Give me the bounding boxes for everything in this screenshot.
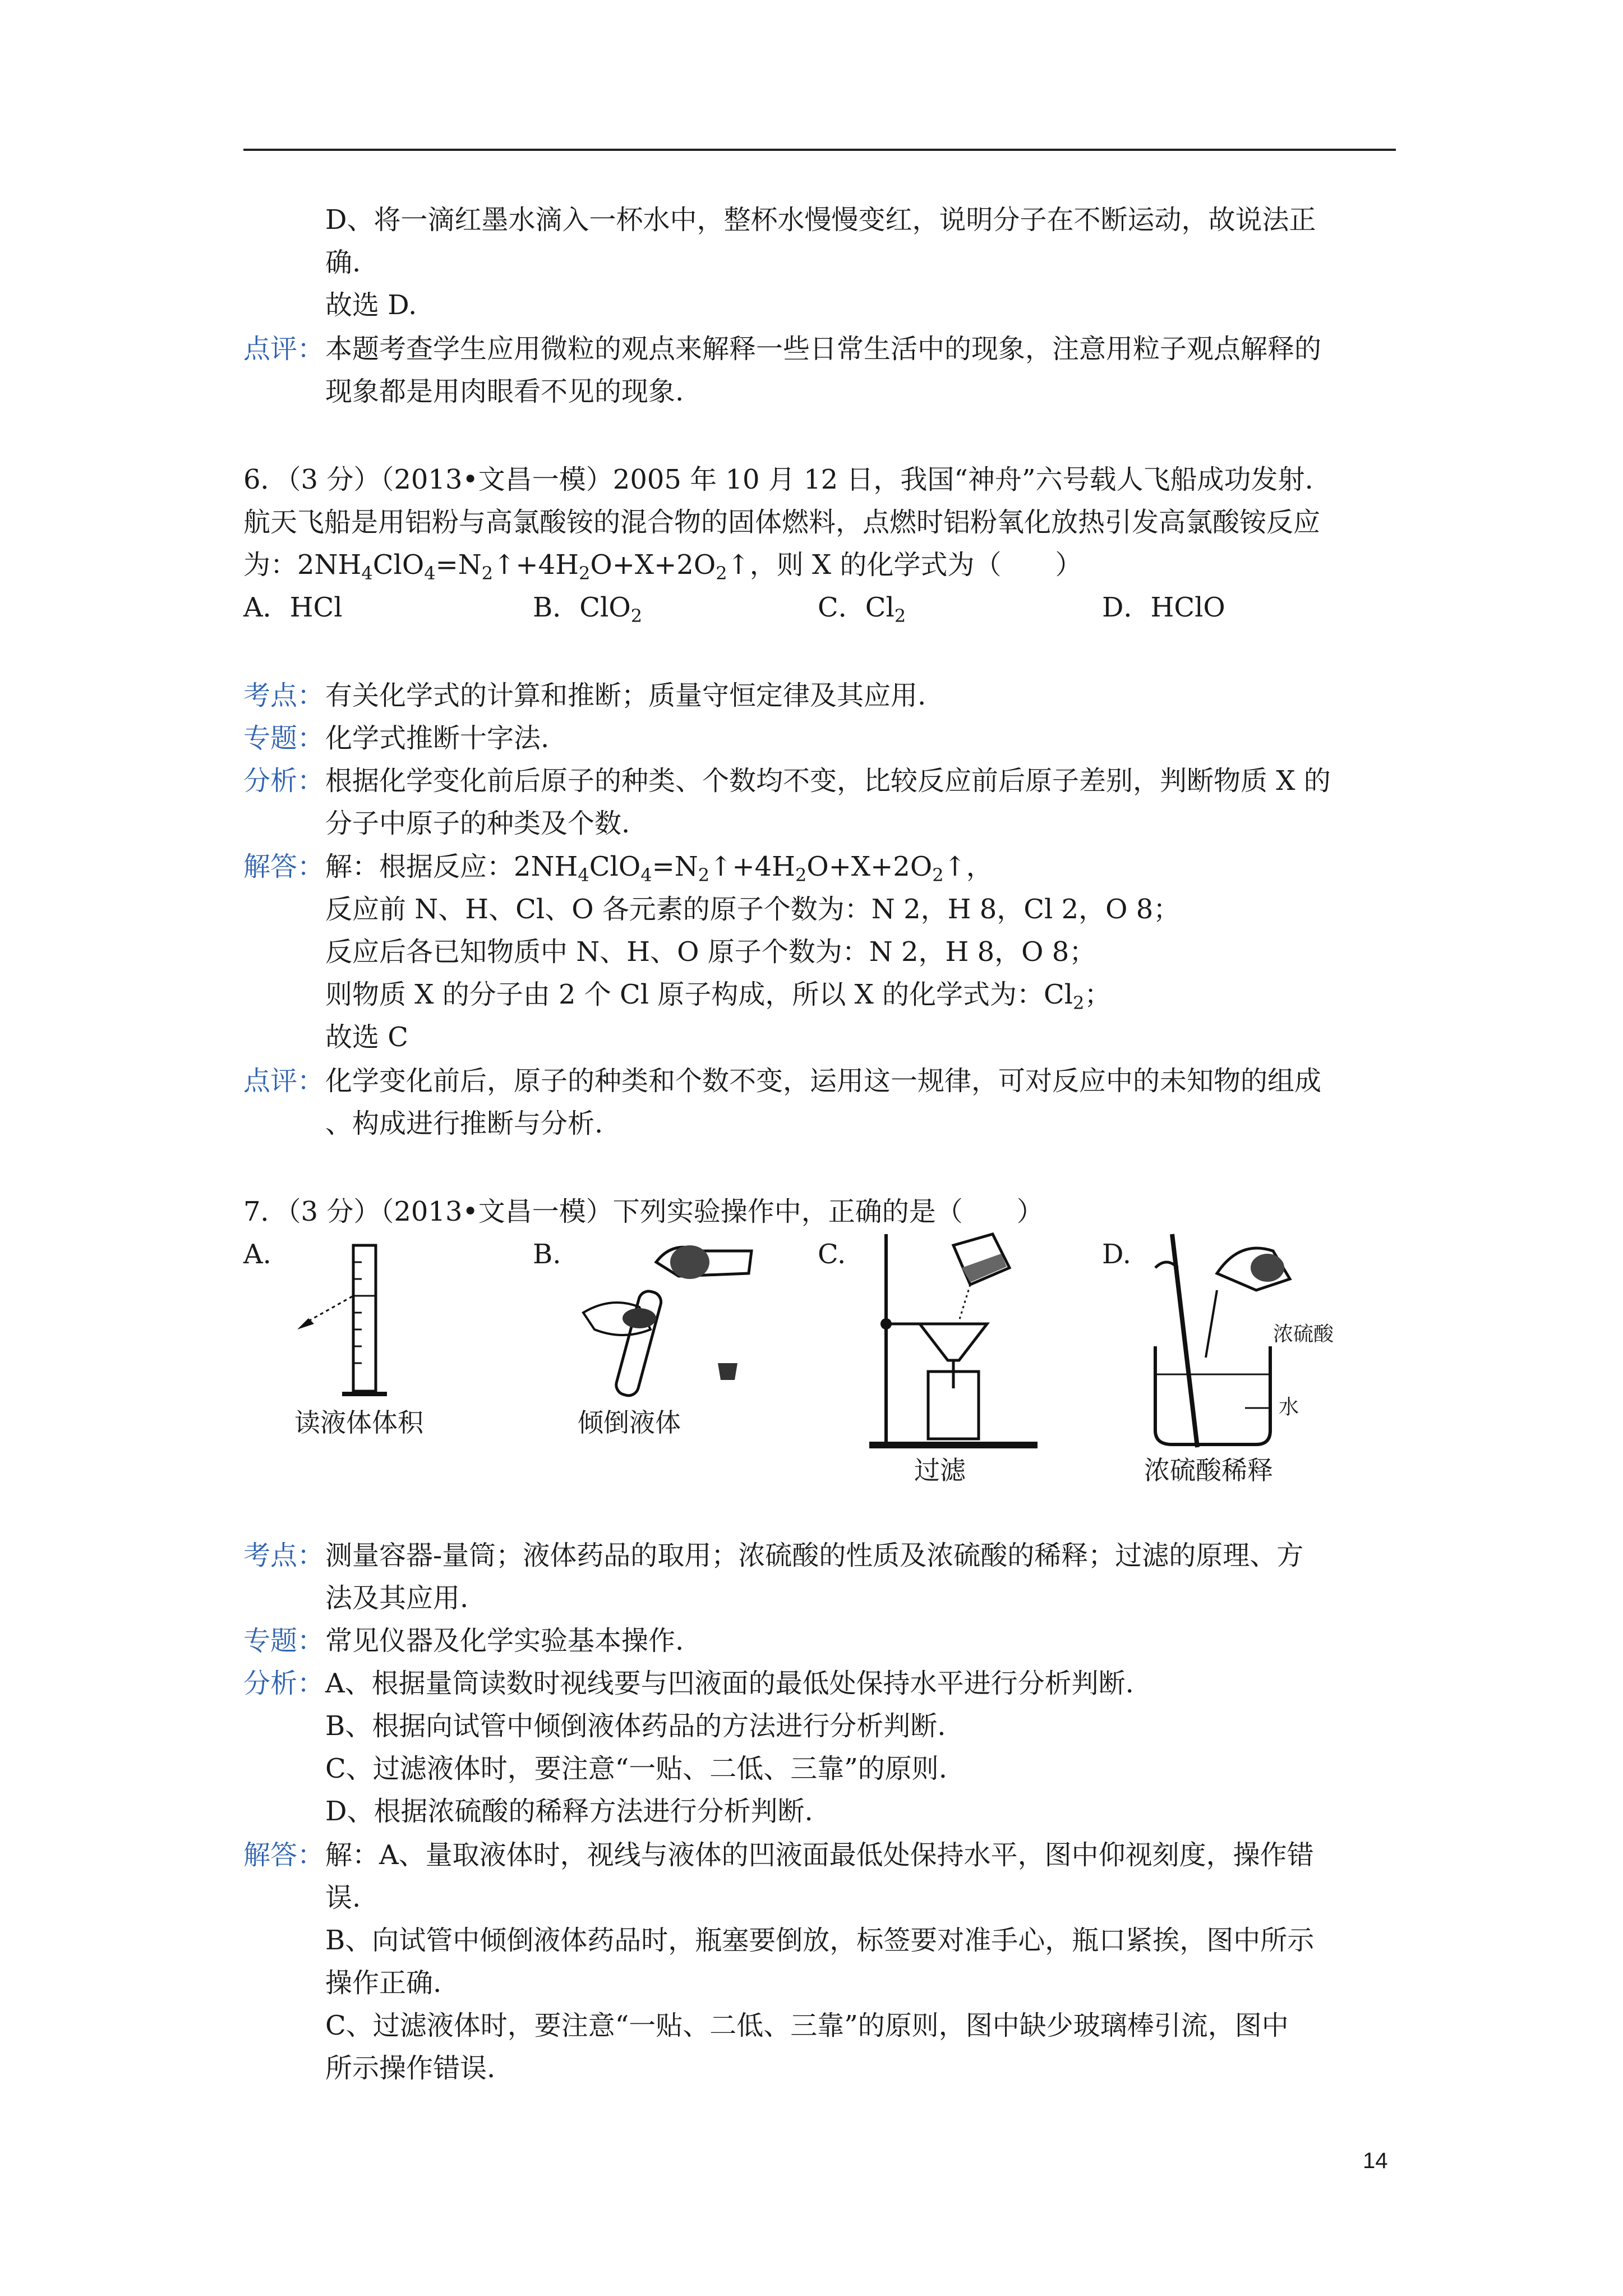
q6-line3: 为：$2NH_4ClO_4=N_2↑+4H_2O+X+2O_2↑$，则 X 的化学式为（ ） bbox=[243, 549, 1082, 584]
q7-kaodian-line1: 测量容器-量筒；液体药品的取用；浓硫酸的性质及浓硫酸的稀释；过滤的原理、方 bbox=[325, 1540, 1304, 1571]
q6-option-b: B．ClO$_2$ bbox=[533, 592, 643, 627]
q6-kaodian-label: 考点： bbox=[243, 680, 325, 711]
prev-d-line1: D、将一滴红墨水滴入一杯水中，整杯水慢慢变红，说明分子在不断运动，故说法正 bbox=[325, 204, 1316, 236]
q7-label-acid: 浓硫酸 bbox=[1273, 1323, 1334, 1346]
q7-jieda-line3: B、向试管中倾倒液体药品时，瓶塞要倒放，标签要对准手心，瓶口紧挨，图中所示 bbox=[325, 1925, 1315, 1956]
q7-caption-d: 浓硫酸稀释 bbox=[1144, 1455, 1273, 1485]
q7-zhuanti: 常见仪器及化学实验基本操作. bbox=[325, 1625, 684, 1657]
q6-dianping-line2: 、构成进行推断与分析. bbox=[325, 1108, 603, 1139]
q7-option-b: B. bbox=[533, 1239, 561, 1270]
filtration-illustration bbox=[858, 1228, 1043, 1453]
page-number: 14 bbox=[1363, 2148, 1388, 2173]
header-rule bbox=[243, 149, 1396, 151]
q7-fenxi-label: 分析： bbox=[243, 1668, 325, 1699]
prev-comment-line2: 现象都是用肉眼看不见的现象. bbox=[325, 376, 684, 407]
q7-caption-b: 倾倒液体 bbox=[578, 1407, 681, 1438]
q6-jieda-line5: 故选 C bbox=[325, 1022, 408, 1053]
q7-jieda-label: 解答： bbox=[243, 1839, 325, 1871]
q6-fenxi-line1: 根据化学变化前后原子的种类、个数均不变，比较反应前后原子差别，判断物质 X 的 bbox=[325, 765, 1331, 797]
q7-label-water: 水 bbox=[1279, 1396, 1299, 1419]
q7-kaodian-line2: 法及其应用. bbox=[325, 1582, 469, 1614]
q7-jieda-line6: 所示操作错误. bbox=[325, 2053, 496, 2084]
q6-kaodian: 有关化学式的计算和推断；质量守恒定律及其应用. bbox=[325, 680, 926, 711]
q7-line1: 7．（3 分）（2013•文昌一模）下列实验操作中，正确的是（ ） bbox=[243, 1196, 1044, 1227]
q6-fenxi-label: 分析： bbox=[243, 765, 325, 797]
q6-jieda-line2: 反应前 N、H、Cl、O 各元素的原子个数为：N 2，H 8，Cl 2，O 8； bbox=[325, 894, 1181, 925]
q7-jieda-line2: 误. bbox=[325, 1882, 361, 1913]
q7-caption-c: 过滤 bbox=[914, 1455, 966, 1485]
prev-comment-line1: 本题考查学生应用微粒的观点来解释一些日常生活中的现象，注意用粒子观点解释的 bbox=[325, 333, 1322, 365]
q6-option-d: D．HClO bbox=[1102, 592, 1225, 623]
q6-dianping-line1: 化学变化前后，原子的种类和个数不变，运用这一规律，可对反应中的未知物的组成 bbox=[325, 1065, 1322, 1097]
q6-option-c: C．$Cl_2$ bbox=[818, 592, 906, 627]
q6-line2: 航天飞船是用铝粉与高氯酸铵的混合物的固体燃料，点燃时铝粉氧化放热引发高氯酸铵反应 bbox=[243, 507, 1321, 538]
q6-fenxi-line2: 分子中原子的种类及个数. bbox=[325, 808, 630, 839]
q7-fenxi-line4: D、根据浓硫酸的稀释方法进行分析判断. bbox=[325, 1796, 813, 1827]
q7-jieda-line5: C、过滤液体时，要注意“一贴、二低、三靠”的原则，图中缺少玻璃棒引流，图中 bbox=[325, 2010, 1289, 2041]
q6-option-a: A．HCl bbox=[243, 592, 343, 623]
q7-option-c: C. bbox=[818, 1239, 846, 1270]
q7-fenxi-line3: C、过滤液体时，要注意“一贴、二低、三靠”的原则. bbox=[325, 1753, 948, 1784]
q6-jieda-line4: 则物质 X 的分子由 2 个 Cl 原子构成，所以 X 的化学式为：$Cl_2$； bbox=[325, 979, 1112, 1014]
q7-jieda-line1: 解：A、量取液体时，视线与液体的凹液面最低处保持水平，图中仰视刻度，操作错 bbox=[325, 1839, 1314, 1871]
q6-jieda-line1: 解：根据反应：$2NH_4ClO_4=N_2↑+4H_2O+X+2O_2↑$， bbox=[325, 851, 993, 886]
q7-fenxi-line2: B、根据向试管中倾倒液体药品的方法进行分析判断. bbox=[325, 1710, 946, 1742]
q7-option-a: A. bbox=[243, 1239, 271, 1270]
q6-zhuanti: 化学式推断十字法. bbox=[325, 723, 550, 754]
q7-jieda-line4: 操作正确. bbox=[325, 1967, 442, 1999]
q7-zhuanti-label: 专题： bbox=[243, 1625, 325, 1657]
q6-zhuanti-label: 专题： bbox=[243, 723, 325, 754]
prev-d-line2: 确. bbox=[325, 247, 361, 278]
graduated-cylinder-illustration bbox=[292, 1234, 404, 1414]
q6-jieda-label: 解答： bbox=[243, 851, 325, 882]
prev-comment-label: 点评： bbox=[243, 333, 325, 365]
q7-option-d: D. bbox=[1102, 1239, 1132, 1270]
q6-dianping-label: 点评： bbox=[243, 1065, 325, 1097]
q6-jieda-line3: 反应后各已知物质中 N、H、O 原子个数为：N 2，H 8，O 8； bbox=[325, 936, 1096, 968]
prev-answer: 故选 D. bbox=[325, 289, 417, 321]
pouring-liquid-illustration bbox=[578, 1228, 763, 1402]
q7-kaodian-label: 考点： bbox=[243, 1540, 325, 1571]
q7-caption-a: 读液体体积 bbox=[294, 1407, 423, 1438]
q6-line1: 6．（3 分）（2013•文昌一模）2005 年 10 月 12 日，我国“神舟”六号载人飞船成功发射. bbox=[243, 464, 1313, 495]
q7-fenxi-line1: A、根据量筒读数时视线要与凹液面的最低处保持水平进行分析判断. bbox=[325, 1668, 1134, 1699]
